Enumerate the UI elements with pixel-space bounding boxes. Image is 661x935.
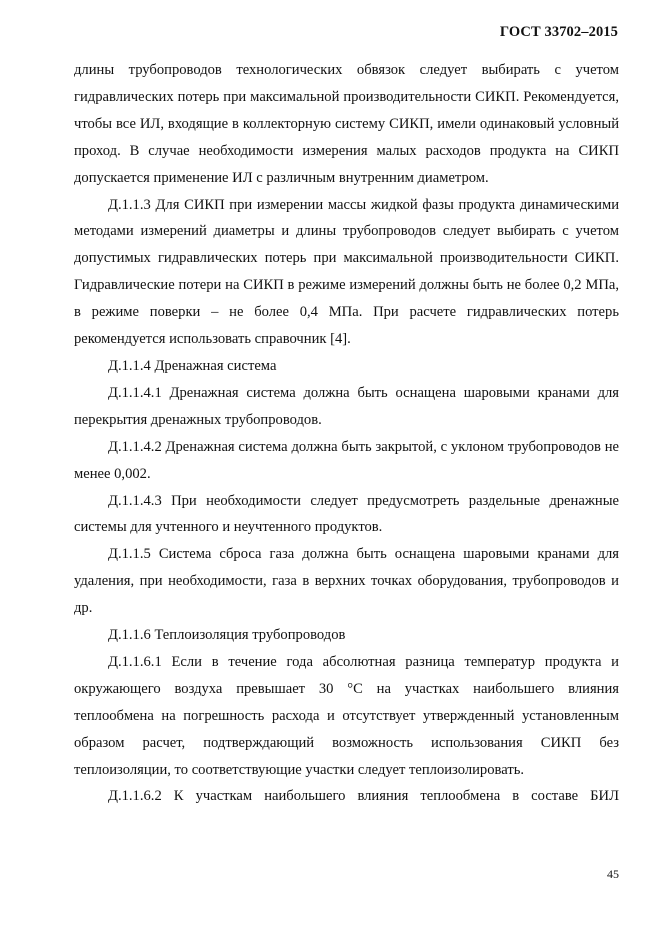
paragraph-d1-1-4-2: Д.1.1.4.2 Дренажная система должна быть закрытой, с уклоном трубопроводов не менее 0,002. bbox=[74, 438, 619, 482]
paragraph-d1-1-6-2: Д.1.1.6.2 К участкам наибольшего влияния теплообмена в составе БИЛ bbox=[108, 788, 619, 805]
paragraph-d1-1-4-3: Д.1.1.4.3 При необходимости следует предусмотреть раздельные дренажные системы для учтенного и неучтенного продуктов. bbox=[74, 492, 619, 536]
paragraph-d1-1-3: Д.1.1.3 Для СИКП при измерении массы жидкой фазы продукта динамическими методами измерений диаметры и длины трубопроводов следует выбирать с учетом допустимых гидравлических потерь при максимальной производительности СИКП. Гидравлические потери на СИКП в режиме измерений должны быть не более 0,2 МПа, в режиме поверки – не более 0,4 МПа. При расчете гидравлических потерь рекомендуется использовать справочник [4]. bbox=[74, 196, 619, 348]
standard-code-header: ГОСТ 33702–2015 bbox=[499, 24, 618, 40]
paragraph-d1-1-4-1: Д.1.1.4.1 Дренажная система должна быть оснащена шаровыми кранами для перекрытия дренажных трубопроводов. bbox=[74, 384, 619, 428]
heading-d1-1-4: Д.1.1.4 Дренажная система bbox=[108, 357, 277, 374]
body-text bbox=[74, 57, 619, 810]
paragraph-d1-1-5: Д.1.1.5 Система сброса газа должна быть оснащена шаровыми кранами для удаления, при необходимости, газа в верхних точках оборудования, трубопроводов и др. bbox=[74, 546, 619, 617]
paragraph-d1-1-6-1: Д.1.1.6.1 Если в течение года абсолютная разница температур продукта и окружающего воздуха превышает 30 °С на участках наибольшего влияния теплообмена на погрешность расхода и отсутствует утвержденный установленным образом расчет, подтверждающий возможность использования СИКП без теплоизоляции, то соответствующие участки следует теплоизолировать. bbox=[74, 653, 619, 778]
paragraph-continuation: длины трубопроводов технологических обвязок следует выбирать с учетом гидравлических потерь при максимальной производительности СИКП. Рекомендуется, чтобы все ИЛ, входящие в коллекторную систему СИКП, имели одинаковый условный проход. В случае необходимости измерения малых расходов продукта на СИКП допускается применение ИЛ с различным внутренним диаметром. bbox=[74, 62, 619, 186]
page-number: 45 bbox=[607, 867, 619, 881]
heading-d1-1-6: Д.1.1.6 Теплоизоляция трубопроводов bbox=[108, 627, 346, 644]
